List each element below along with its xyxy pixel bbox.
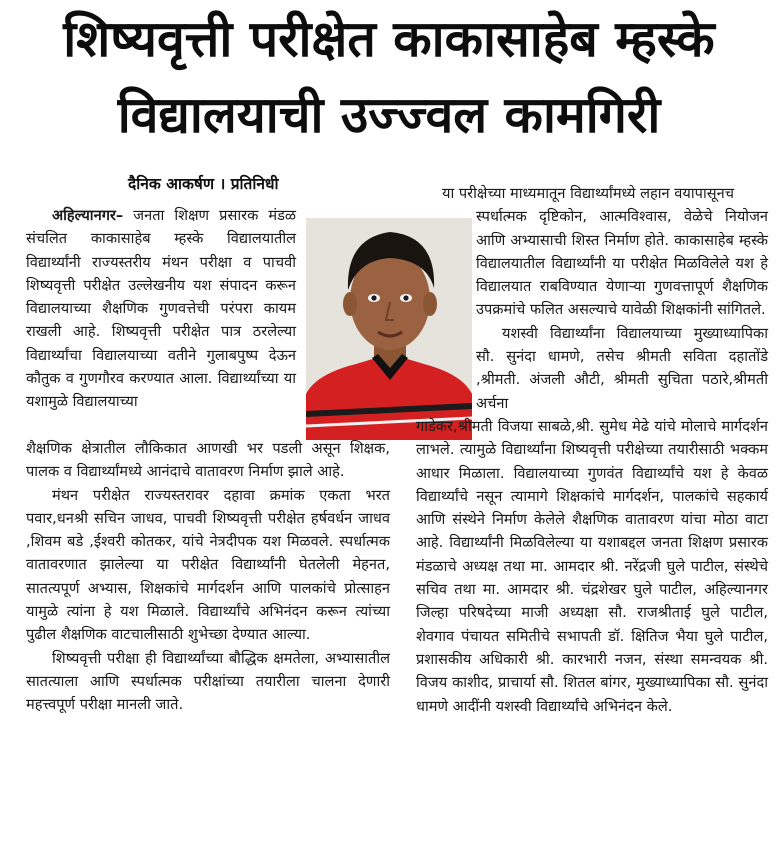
paragraph-1-end: शैक्षणिक क्षेत्रातील लौकिकात आणखी भर पडली असून शिक्षक, पालक व विद्यार्थ्यांमध्ये आनंदाचे वातावरण निर्माण झाले आहे.	[26, 440, 390, 481]
paragraph-2: मंथन परीक्षेत राज्यस्तरावर दहावा क्रमांक एकता भरत पवार,धनश्री सचिन जाधव, पाचवी शिष्यवृत्ती परीक्षेत हर्षवर्धन जाधव ,शिवम बडे ,ईश्वरी कोतकर, यांचे नेत्रदीपक यश मिळवले. स्पर्धात्मक वातावरणात झालेल्या या परीक्षेत विद्यार्थ्यांनी घेतलेली मेहनत, सातत्यपूर्ण अभ्यास, शिक्षकांचे मार्गदर्शन आणि पालकांचे प्रोत्साहन यामुळे त्यांना हे यश मिळाले. विद्यार्थ्यांचे अभिनंदन करून त्यांच्या पुढील शैक्षणिक वाटचालीसाठी शुभेच्छा देण्यात आल्या.	[26, 486, 390, 644]
column-2	[416, 182, 768, 718]
paragraph-1-start: जनता शिक्षण प्रसारक मंडळ संचलित काकासाहेब म्हस्के विद्यालयातील विद्यार्थ्यांनी राज्यस्तरीय मंथन परीक्षा व पाचवी शिष्यवृत्ती परीक्षेत उल्लेखनीय यश संपादन करून विद्यालयाच्या शैक्षणिक गुणवत्तेची परंपरा कायम राखली आहे. शिष्यवृत्ती परीक्षेत पात्र ठरलेल्या विद्यार्थ्यांचा विद्यालयाच्या वतीने गुलाबपुष्प देऊन कौतुक व गुणगौरव करण्यात आला. विद्यार्थ्यांच्या या यशामुळे विद्यालयाच्या	[26, 207, 296, 411]
dateline-location: अहिल्यानगर–	[52, 207, 124, 224]
byline: दैनिक आकर्षण । प्रतिनिधी	[128, 175, 279, 193]
paragraph-5-start: यशस्वी विद्यार्थ्यांना विद्यालयाच्या मुख्याध्यापिका सौ. सुनंदा धामणे, तसेच श्रीमती सविता दहातोंडे ,श्रीमती. अंजली औटी, श्रीमती सुचिता पठारे,श्रीमती अर्चना	[476, 324, 768, 412]
paragraph-4-rest: स्पर्धात्मक दृष्टिकोन, आत्मविश्वास, वेळेचे नियोजन आणि अभ्यासाची शिस्त निर्माण होते. काकासाहेब म्हस्के विद्यालयातील विद्यार्थ्यांनी या परीक्षेत मिळविलेले यश हे विद्यालयात राबविण्यात येणाऱ्या गुणवत्तापूर्ण शैक्षणिक उपक्रमांचे फलित असल्याचे यावेळी शिक्षकांनी सांगितले.	[476, 208, 768, 319]
headline-line-1: शिष्यवृत्ती परीक्षेत काकासाहेब म्हस्के	[63, 10, 715, 68]
column-1-bottom	[26, 437, 390, 717]
paragraph-3: शिष्यवृत्ती परीक्षा ही विद्यार्थ्यांच्या बौद्धिक क्षमतेला, अभ्यासातील सातत्याला आणि स्पर्धात्मक परीक्षांच्या तयारीला चालना देणारी महत्त्वपूर्ण परीक्षा मानली जाते.	[26, 649, 390, 714]
column-1-top	[26, 204, 296, 414]
paragraph-5-rest: गाडेकर,श्रीमती विजया साबळे,श्री. सुमेध मेढे यांचे मोलाचे मार्गदर्शन लाभले. त्यामुळे विद्यार्थ्यांना शिष्यवृत्ती परीक्षेच्या तयारीसाठी भक्कम आधार मिळाला. विद्यालयाच्या गुणवंत विद्यार्थ्यांचे यश हे केवळ विद्यार्थ्यांचे नसून त्यामागे शिक्षकांचे मार्गदर्शन, पालकांचे सहकार्य आणि संस्थेने निर्माण केलेले शैक्षणिक वातावरण यांचा मोठा वाटा आहे. विद्यार्थ्यांनी मिळविलेल्या या यशाबद्दल जनता शिक्षण प्रसारक मंडळाचे अध्यक्ष तथा मा. आमदार श्री. नरेंद्रजी घुले पाटील, संस्थेचे सचिव तथा मा. आमदार श्री. चंद्रशेखर घुले पाटील, अहिल्यानगर जिल्हा परिषदेच्या माजी अध्यक्षा सौ. राजश्रीताई घुले पाटील, शेवगाव पंचायत समितीचे सभापती डॉ. क्षितिज भैया घुले पाटील, प्रशासकीय अधिकारी श्री. कारभारी नजन, संस्था समन्वयक श्री. विजय काशीद, प्राचार्या सौ. शितल बांगर, मुख्याध्यापिका सौ. सुनंदा धामणे आदींनी यशस्वी विद्यार्थ्यांचे अभिनंदन केले.	[416, 417, 768, 715]
headline-line-2: विद्यालयाची उज्ज्वल कामगिरी	[117, 86, 661, 144]
paragraph-4-start: या परीक्षेच्या माध्यमातून विद्यार्थ्यांमध्ये लहान वयापासूनच	[442, 185, 734, 202]
